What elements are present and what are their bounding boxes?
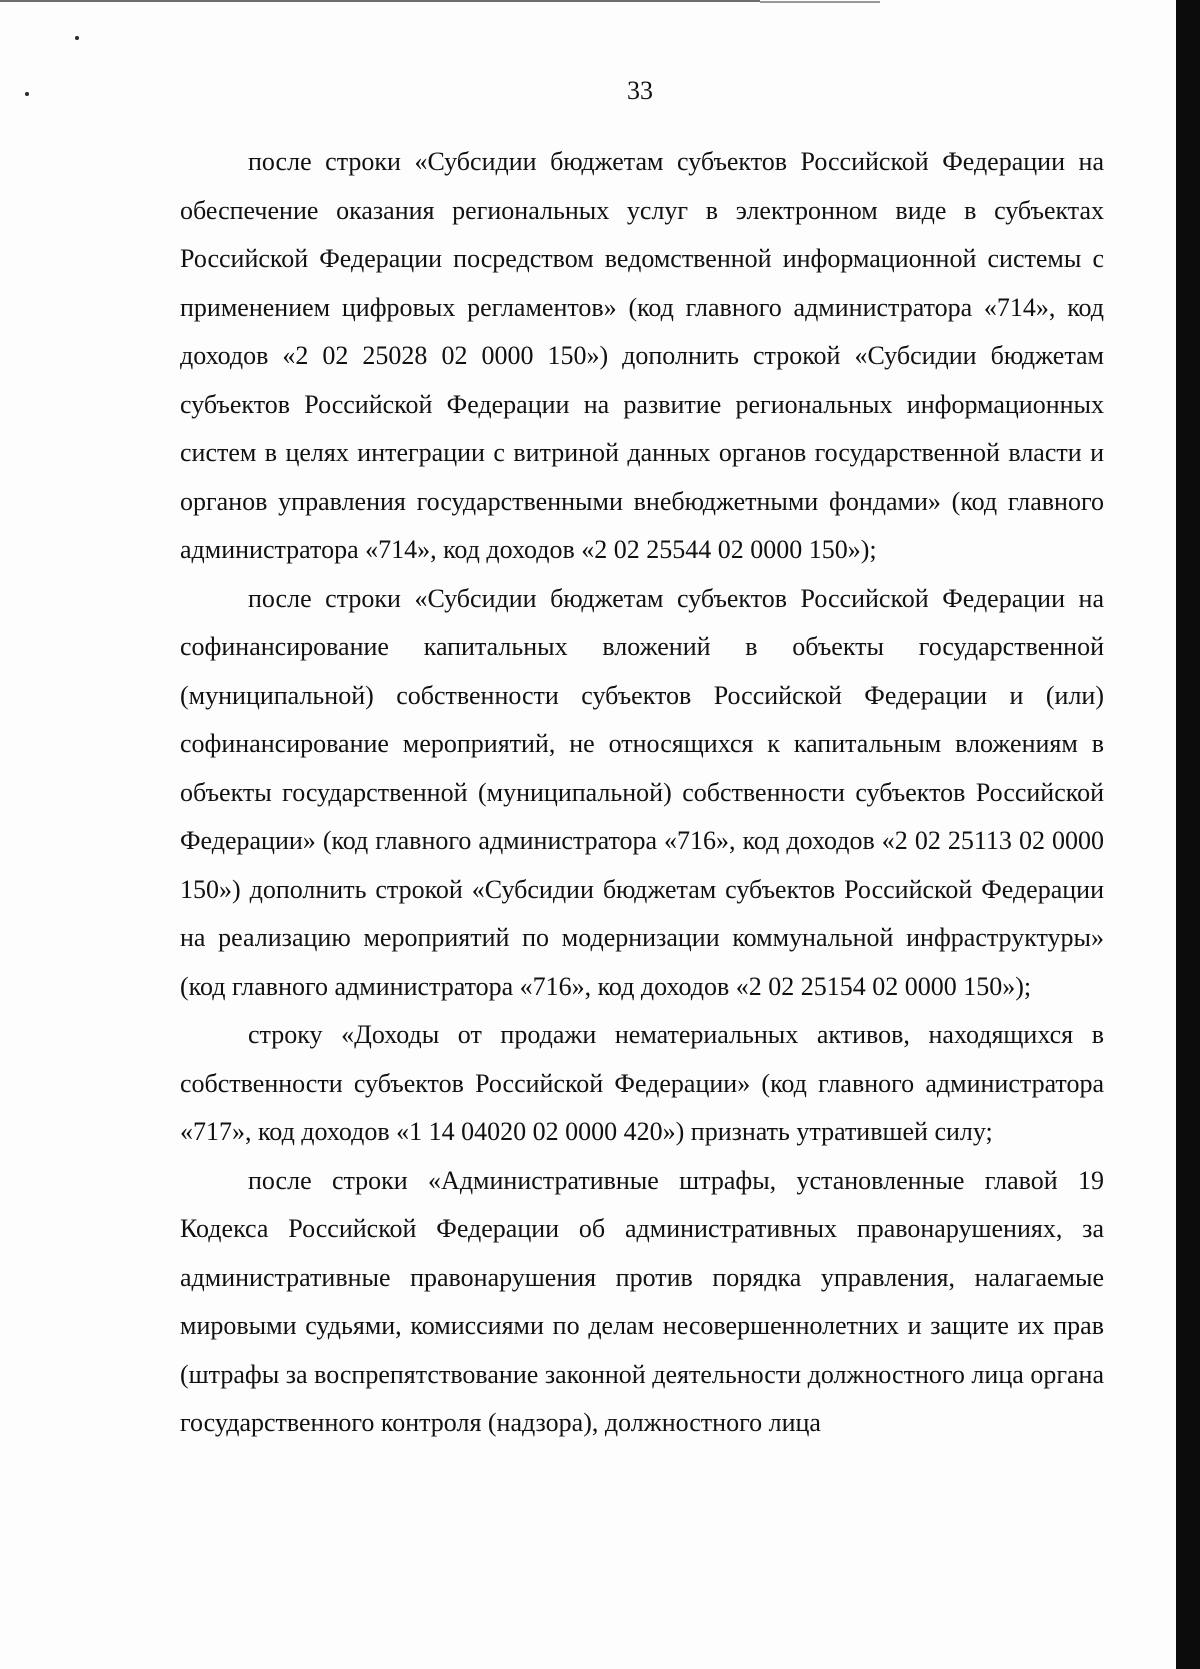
page-number: 33	[627, 76, 653, 105]
paragraph-3: строку «Доходы от продажи нематериальных активов, находящихся в собственности субъектов Российской Федерации» (код главного администратора «717», код доходов «1 14 04020 02 0000 420») признать утратившей силу;	[180, 1020, 1104, 1146]
paragraph-2: после строки «Субсидии бюджетам субъектов Российской Федерации на софинансирование капитальных вложений в объекты государственной (муниципальной) собственности субъектов Российской Федерации и (или) софинансирование мероприятий, не относящихся к капитальным вложениям в объекты государственной (муниципальной) собственности субъектов Российской Федерации» (код главного администратора «716», код доходов «2 02 25113 02 0000 150») дополнить строкой «Субсидии бюджетам субъектов Российской Федерации на реализацию мероприятий по модернизации коммунальной инфраструктуры» (код главного администратора «716», код доходов «2 02 25154 02 0000 150»);	[180, 583, 1104, 1001]
scan-right-edge	[1176, 0, 1200, 1669]
scan-top-edge-fragment	[760, 1, 880, 3]
paragraph-4: после строки «Административные штрафы, установленные главой 19 Кодекса Российской Федерации об административных правонарушениях, за административные правонарушения против порядка управления, налагаемые мировыми судьями, комиссиями по делам несовершеннолетних и защите их прав (штрафы за воспрепятствование законной деятельности должностного лица органа государственного контроля (надзора), должностного лица	[180, 1165, 1104, 1437]
scan-speck	[75, 36, 79, 40]
paragraph-1: после строки «Субсидии бюджетам субъектов Российской Федерации на обеспечение оказания региональных услуг в электронном виде в субъектах Российской Федерации посредством ведомственной информационной системы с применением цифровых регламентов» (код главного администратора «714», код доходов «2 02 25028 02 0000 150») дополнить строкой «Субсидии бюджетам субъектов Российской Федерации на развитие региональных информационных систем в целях интеграции с витриной данных органов государственной власти и органов управления государственными внебюджетными фондами» (код главного администратора «714», код доходов «2 02 25544 02 0000 150»);	[180, 147, 1104, 564]
scan-top-edge	[0, 0, 760, 2]
document-body	[180, 138, 1104, 1448]
